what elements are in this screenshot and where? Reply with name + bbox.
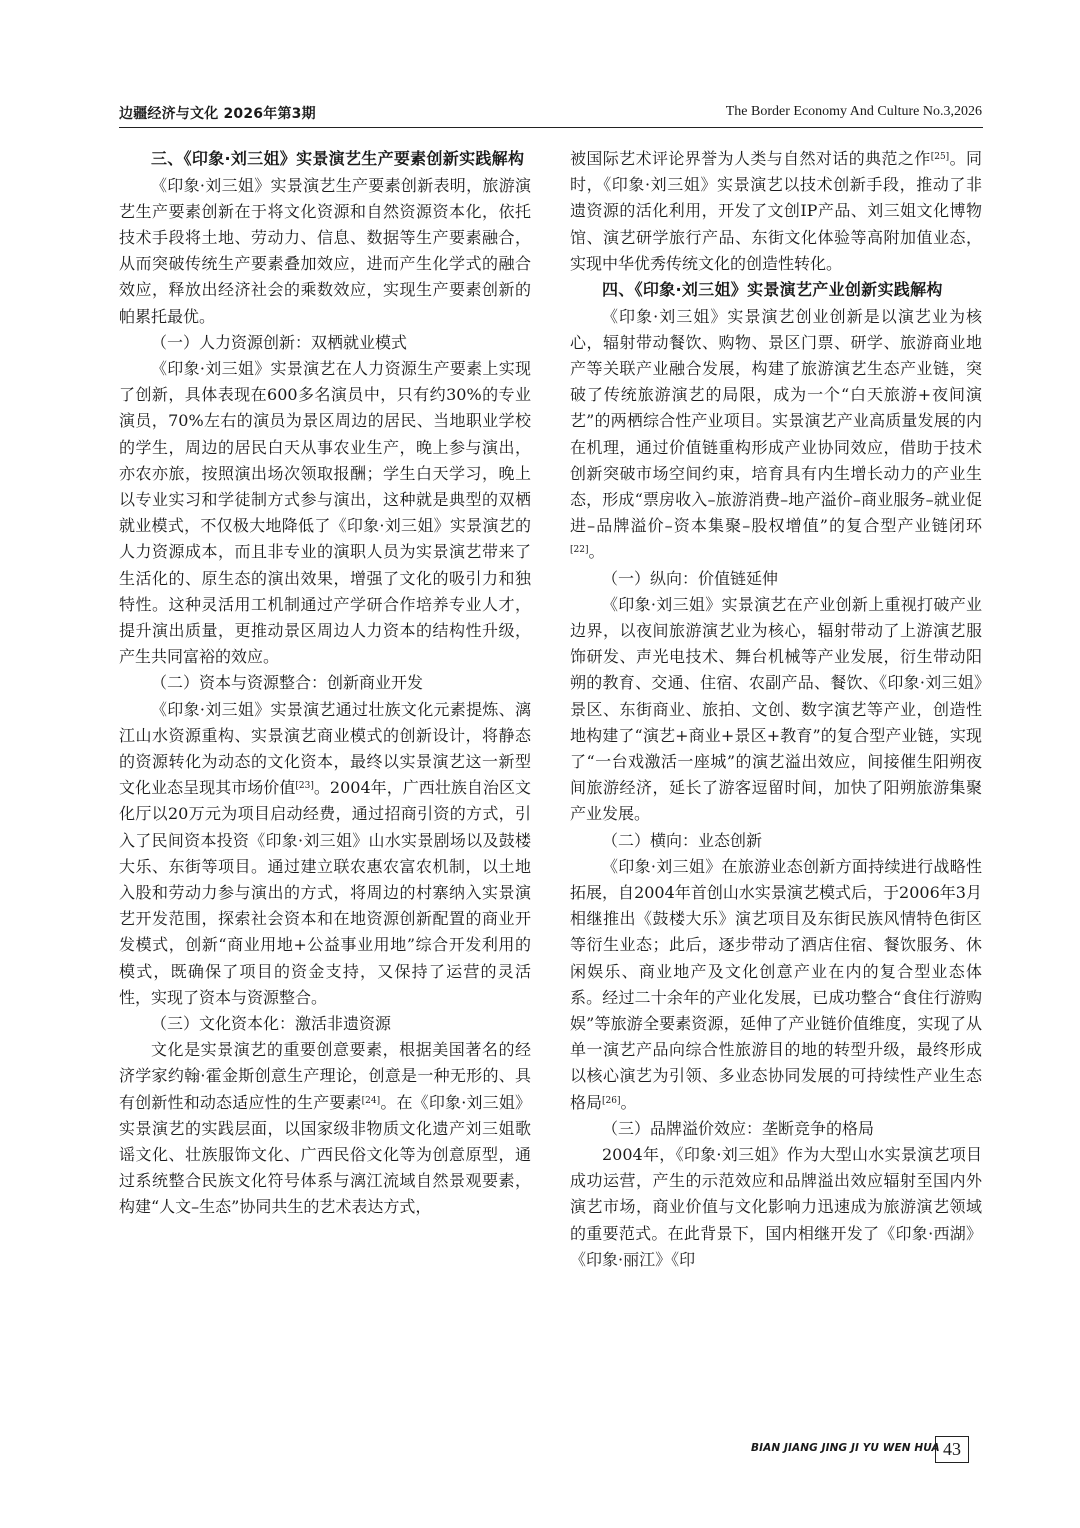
subsection-culture-text xyxy=(119,1037,531,1220)
subsection-vertical-text: 《印象·刘三姐》实景演艺在产业创新上重视打破产业边界，以夜间旅游演艺业为核心，辐射带动了上游演艺服饰研发、声光电技术、舞台机械等产业发展，衍生带动阳朔的教育、交通、住宿、农副产品、餐饮、《印象·刘三姐》景区、东街商业、旅拍、文创、数字演艺等产业，创造性地构建了“演艺+商业+景区+教育”的复合型产业链，实现了“一台戏激活一座城”的演艺溢出效应，间接催生阳朔夜间旅游经济，延长了游客逗留时间，加快了阳朔旅游集聚产业发展。 xyxy=(570,594,982,824)
subsection-brand-heading: （三）品牌溢价效应：垄断竞争的格局 xyxy=(602,1118,875,1138)
horizontal-text-part-b: 。 xyxy=(620,1092,637,1112)
footer-journal-name: BIAN JIANG JING JI YU WEN HUA xyxy=(751,1442,940,1454)
subsection-human-resources-text: 《印象·刘三姐》实景演艺在人力资源生产要素上实现了创新，具体表现在600多名演员中，只有约30%的专业演员，70%左右的演员为景区周边的居民、当地职业学校的学生，周边的居民白天从事农业生产，晚上参与演出，亦农亦旅，按照演出场次领取报酬；学生白天学习，晚上以专业实习和学徒制方式参与演出，这种就是典型的双栖就业模式，不仅极大地降低了《印象·刘三姐》实景演艺的人力资源成本，而且非专业的演职人员为实景演艺带来了生活化的、原生态的演出效果，增强了文化的吸引力和独特性。这种灵活用工机制通过产学研合作培养专业人才，提升演出质量，更推动景区周边人力资本的结构性升级，产生共同富裕的效应。 xyxy=(119,358,531,667)
section-4-intro-part-a: 《印象·刘三姐》实景演艺创业创新是以演艺业为核心，辐射带动餐饮、购物、景区门票、研学、旅游商业地产等关联产业融合发展，构建了旅游演艺生态产业链，突破了传统旅游演艺的局限，成为一个“白天旅游+夜间演艺”的两栖综合性产业项目。实景演艺产业高质量发展的内在机理，通过价值链重构形成产业协同效应，借助于技术创新突破市场空间约束，培育具有内生增长动力的产业生态，形成“票房收入–旅游消费–地产溢价–商业服务–就业促进–品牌溢价–资本集聚–股权增值”的复合型产业链闭环 xyxy=(570,306,982,536)
subsection-brand-text: 2004年，《印象·刘三姐》作为大型山水实景演艺项目成功运营，产生的示范效应和品牌溢出效应辐射至国内外演艺市场，商业价值与文化影响力迅速成为旅游演艺领域的重要范式。在此背景下，国内相继开发了《印象·西湖》《印象·丽江》《印 xyxy=(570,1145,982,1269)
horizontal-text-part-a: 《印象·刘三姐》在旅游业态创新方面持续进行战略性拓展，自2004年首创山水实景演艺模式后，于2006年3月相继推出《鼓楼大乐》演艺项目及东街民族风情特色街区等衍生业态；此后，逐步带动了酒店住宿、餐饮服务、休闲娱乐、商业地产及文化创意产业在内的复合型业态体系。经过二十余年的产业化发展，已成功整合“食住行游购娱”等旅游全要素资源，延伸了产业链价值维度，实现了从单一演艺产品向综合性旅游目的地的转型升级，最终形成以核心演艺为引领、多业态协同发展的可持续性产业生态格局 xyxy=(570,856,982,1112)
running-header-left: 边疆经济与文化 2026年第3期 xyxy=(119,106,316,122)
subsection-capital-heading: （二）资本与资源整合：创新商业开发 xyxy=(151,673,424,693)
section-4-intro-part-b: 。 xyxy=(588,542,605,562)
continued-paragraph xyxy=(570,146,982,277)
section-3-heading: 三、《印象·刘三姐》实景演艺生产要素创新实践解构 xyxy=(151,149,525,168)
citation-23: [23] xyxy=(295,781,314,792)
continued-text-part-a: 被国际艺术评论界誉为人类与自然对话的典范之作 xyxy=(570,149,931,168)
running-header-right: The Border Economy And Culture No.3,2026 xyxy=(725,104,982,119)
section-3-intro: 《印象·刘三姐》实景演艺生产要素创新表明，旅游演艺生产要素创新在于将文化资源和自然资源资本化，依托技术手段将土地、劳动力、信息、数据等生产要素融合，从而突破传统生产要素叠加效应，进而产生化学式的融合效应，释放出经济社会的乘数效应，实现生产要素创新的帕累托最优。 xyxy=(119,175,531,326)
subsection-horizontal-text xyxy=(570,854,982,1116)
subsection-human-resources-heading: （一）人力资源创新：双栖就业模式 xyxy=(151,332,408,352)
right-column xyxy=(570,146,982,1273)
section-4-heading: 四、《印象·刘三姐》实景演艺产业创新实践解构 xyxy=(602,280,943,300)
citation-24: [24] xyxy=(361,1095,381,1106)
continued-text-part-b: 。同时，《印象·刘三姐》实景演艺以技术创新手段，推动了非遗资源的活化利用，开发了文创IP产品、刘三姐文化博物馆、演艺研学旅行产品、东街文化体验等高附加值业态，实现中华优秀传统文化的创造性转化。 xyxy=(570,149,982,273)
left-column xyxy=(119,146,531,1221)
capital-text-part-b: 。2004年，广西壮族自治区文化厅以20万元为项目启动经费，通过招商引资的方式，引入了民间资本投资《印象·刘三姐》山水实景剧场以及鼓楼大乐、东街等项目。通过建立联农惠农富农机制，以土地入股和劳动力参与演出的方式，将周边的村寨纳入实景演艺开发范围，探索社会资本和在地资源创新配置的商业开发模式，创新“商业用地+公益事业用地”综合开发利用的模式，既确保了项目的资金支持，又保持了运营的灵活性，实现了资本与资源整合。 xyxy=(119,778,531,1007)
subsection-culture-heading: （三）文化资本化：激活非遗资源 xyxy=(151,1014,392,1033)
culture-text-part-a: 文化是实景演艺的重要创意要素，根据美国著名的经济学家约翰·霍金斯创意生产理论，创意是一种无形的、具有创新性和动态适应性的生产要素 xyxy=(119,1040,531,1112)
capital-text-part-a: 《印象·刘三姐》实景演艺通过壮族文化元素提炼、漓江山水资源重构、实景演艺商业模式的创新设计，将静态的资源转化为动态的文化资本，最终以实景演艺这一新型文化业态呈现其市场价值 xyxy=(119,699,531,798)
header-divider xyxy=(119,127,983,128)
citation-25: [25] xyxy=(930,152,950,162)
citation-26: [26] xyxy=(602,1095,621,1106)
culture-text-part-b: 。在《印象·刘三姐》实景演艺的实践层面，以国家级非物质文化遗产刘三姐歌谣文化、壮族服饰文化、广西民俗文化等为创意原型，通过系统整合民族文化符号体系与漓江流域自然景观要素，构建“人文–生态”协同共生的艺术表达方式， xyxy=(119,1092,531,1217)
subsection-vertical-heading: （一）纵向：价值链延伸 xyxy=(602,568,779,588)
subsection-capital-text xyxy=(119,697,531,1011)
page-number: 43 xyxy=(935,1436,969,1463)
citation-22: [22] xyxy=(570,545,589,556)
subsection-horizontal-heading: （二）横向：业态创新 xyxy=(602,830,763,850)
section-4-intro xyxy=(570,304,982,566)
